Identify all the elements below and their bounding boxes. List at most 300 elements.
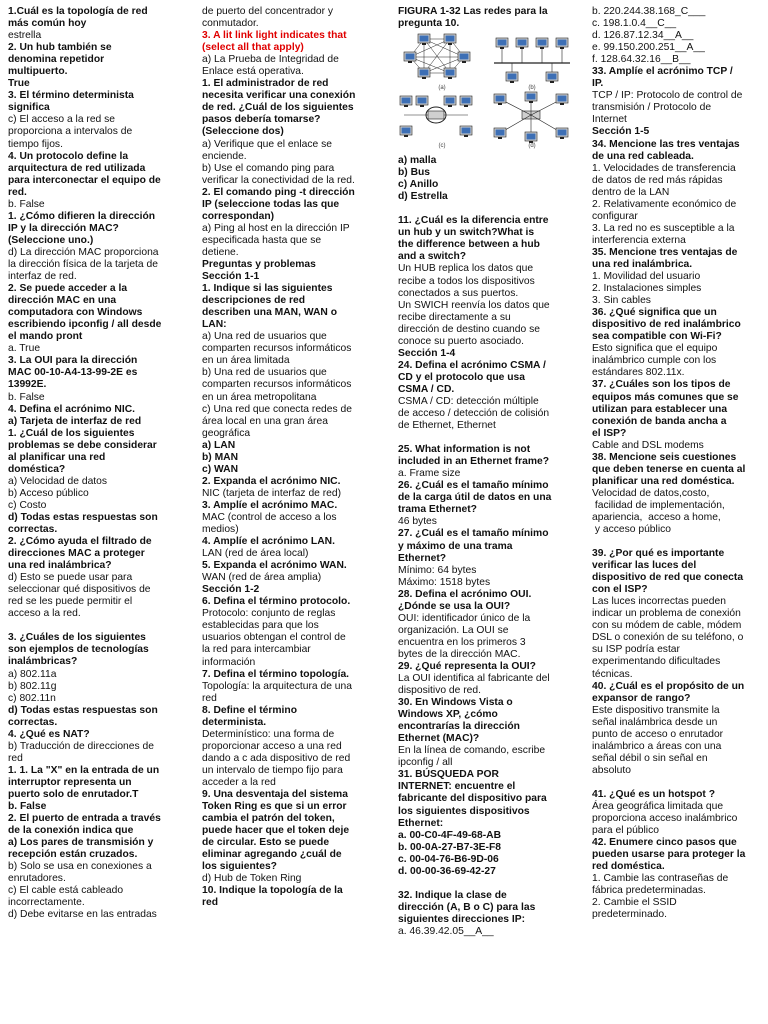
answer-line: c) Una red que conecta redes de <box>202 403 352 415</box>
monitor-stand <box>404 135 408 137</box>
question-line: Sección 1-2 <box>202 584 260 596</box>
answer-line: a) La Prueba de Integridad de <box>202 54 339 66</box>
question-line: Ethernet (MAC)? <box>398 733 480 745</box>
answer-line: inalámbrico a áreas con una <box>592 740 722 752</box>
monitor-stand <box>498 137 502 139</box>
question-line: 9. Una desventaja del sistema <box>202 789 348 801</box>
question-line: significa <box>8 102 50 114</box>
question-line: (Seleccione dos) <box>202 126 284 138</box>
monitor-stand <box>510 81 514 83</box>
monitor-stand <box>404 105 408 107</box>
computer-icon <box>496 38 508 49</box>
monitor-stand <box>448 105 452 107</box>
question-line: de la carga útil de datos en una <box>398 492 552 504</box>
question-line: d) Todas estas respuestas son <box>8 511 158 523</box>
answer-line: de datos de red más rápidas <box>592 174 723 186</box>
answer-line: LAN (red de área local) <box>202 548 309 560</box>
answer-line: recibe a todos los dispositivos <box>398 275 535 287</box>
question-line: inalámbricas? <box>8 656 78 668</box>
question-line: IP. <box>592 78 604 90</box>
answer-line: organización. La OUI se <box>398 624 509 636</box>
question-line: Ethernet? <box>398 552 447 564</box>
answer-line: enciende. <box>202 150 247 162</box>
question-line: 4. Defina el acrónimo NIC. <box>8 403 136 415</box>
answer-line: estrella <box>8 30 42 42</box>
answer-line: conoce su puerto asociado. <box>398 335 524 347</box>
question-line: 37. ¿Cuáles son los tipos de <box>592 379 731 391</box>
answer-line: recibe directamente a su <box>398 311 511 323</box>
answer-line: detiene. <box>202 246 239 258</box>
question-line: FIGURA 1-32 Las redes para la <box>398 6 548 17</box>
answer-line: Protocolo: conjunto de reglas <box>202 608 336 620</box>
question-line: utilizan para establecer una <box>592 403 728 415</box>
question-line: puerto solo de enrutador.T <box>8 789 139 800</box>
question-line: 1. 1. La "X" en la entrada de un <box>8 764 160 776</box>
question-line: 6. Defina el término protocolo. <box>202 596 351 608</box>
computer-icon <box>444 96 456 107</box>
panel-label: (c) <box>438 143 446 150</box>
question-line: un hub y un switch?What is <box>398 227 535 239</box>
question-line: 8. Define el término <box>202 704 297 716</box>
monitor-stand <box>500 47 504 49</box>
question-line: 38. Mencione seis cuestiones <box>592 451 737 463</box>
question-line: 7. Defina el término topología. <box>202 668 350 680</box>
answer-line: seleccionar qué dispositivos de <box>8 584 151 596</box>
question-line: dispositivo de red inalámbrico <box>592 319 741 331</box>
question-line: escribiendo ipconfig / all desde <box>8 319 162 331</box>
blank-line <box>592 777 762 789</box>
question-line: 2. Un hub también se <box>8 42 112 54</box>
column-2 <box>202 6 384 910</box>
question-line: b. 00-0A-27-B7-3E-F8 <box>398 841 501 853</box>
question-line: arquitectura de red utilizada <box>8 162 146 174</box>
network-diagram-b <box>488 33 576 91</box>
question-line: a) Los pares de transmisión y <box>8 837 154 849</box>
monitor-screen <box>496 130 505 136</box>
answer-line: para el público <box>592 825 659 837</box>
answer-line: dispositivo de red. <box>398 685 481 697</box>
answer-line: geográfica <box>202 427 251 439</box>
question-line: una red inalámbrica. <box>592 258 693 270</box>
answer-line: a. True <box>8 343 41 355</box>
column-3 <box>398 6 578 938</box>
answer-line: d) Esto se puede usar para <box>8 572 133 584</box>
answer-line: interferencia externa <box>592 234 686 246</box>
question-line: ¿Dónde se usa la OUI? <box>398 600 511 612</box>
question-line: doméstica? <box>8 463 66 475</box>
question-line: computadora con Windows <box>8 307 143 319</box>
question-line: LAN: <box>202 319 227 331</box>
monitor-stand <box>550 81 554 83</box>
question-line: Sección 1-1 <box>202 271 260 283</box>
answer-line: Internet <box>592 114 627 126</box>
question-line: 29. ¿Qué representa la OUI? <box>398 660 536 672</box>
question-line: 30. En Windows Vista o <box>398 697 513 709</box>
question-line: de red. ¿Cuál de los siguientes <box>202 102 354 114</box>
answer-line: b) Solo se usa en conexiones a <box>8 861 152 873</box>
question-line: una red inalámbrica? <box>8 560 112 572</box>
computer-icon <box>418 68 430 79</box>
answer-line: en un área limitada <box>202 355 290 367</box>
answer-line: Velocidad de datos,costo, <box>592 487 710 499</box>
answer-line: a. Frame size <box>398 468 461 480</box>
question-line: son ejemplos de tecnologías <box>8 644 149 656</box>
question-line: 40. ¿Cuál es el propósito de un <box>592 680 745 692</box>
question-line: a) Tarjeta de interfaz de red <box>8 415 142 427</box>
question-line: 33. Amplíe el acrónimo TCP / <box>592 66 733 78</box>
monitor-screen <box>518 40 527 46</box>
monitor-screen <box>406 54 415 60</box>
question-line: 1.Cuál es la topología de red <box>8 6 148 17</box>
question-line: multipuerto. <box>8 66 68 78</box>
answer-line: acceder a la red <box>202 777 276 788</box>
monitor-stand <box>520 47 524 49</box>
question-line: 1. Indique si las siguientes <box>202 283 333 295</box>
computer-icon <box>460 126 472 137</box>
answer-line: Máximo: 1518 bytes <box>398 576 491 588</box>
monitor-screen <box>498 40 507 46</box>
answer-line: MAC (control de acceso a los <box>202 511 337 523</box>
question-line: red <box>202 897 219 909</box>
blank-line <box>398 203 578 215</box>
network-diagram-d <box>488 91 576 149</box>
monitor-screen <box>558 96 567 102</box>
column-4 <box>592 6 762 921</box>
question-line: MAC 00-10-A4-13-99-2E es <box>8 367 138 379</box>
question-line: correctas. <box>8 716 58 728</box>
question-line: al planificar una red <box>8 451 106 463</box>
answer-line: Topología: la arquitectura de una <box>202 680 352 692</box>
question-line: a) LAN <box>202 439 236 451</box>
question-line: 31. BÚSQUEDA POR <box>398 769 499 781</box>
answer-line: red <box>8 752 23 764</box>
question-line: 2. El comando ping -t dirección <box>202 186 355 198</box>
question-line: red doméstica. <box>592 861 665 873</box>
computer-icon <box>444 34 456 45</box>
question-line: correctas. <box>8 524 58 536</box>
answer-line: CSMA / CD: detección múltiple <box>398 395 539 407</box>
answer-line: 2. Relativamente económico de <box>592 198 737 210</box>
question-line: 4. Amplíe el acrónimo LAN. <box>202 536 335 548</box>
blank-line <box>398 878 578 890</box>
question-line: determinista. <box>202 716 267 728</box>
question-line: puede hacer que el token deje <box>202 825 350 837</box>
answer-line: 2. Cambie el SSID <box>592 897 677 909</box>
answer-line: a) 802.11a <box>8 668 57 680</box>
answer-line: a) Verifique que el enlace se <box>202 138 332 150</box>
question-line: IP y la dirección MAC? <box>8 222 119 234</box>
answer-line: comparten recursos informáticos <box>202 343 352 355</box>
answer-line: indicar un problema de conexión <box>592 608 741 620</box>
monitor-stand <box>540 47 544 49</box>
answer-line: c) El acceso a la red se <box>8 114 116 126</box>
computer-icon <box>458 52 470 63</box>
question-line: a) malla <box>398 155 437 167</box>
answer-line: a) Ping al host en la dirección IP <box>202 222 350 234</box>
question-line: 3. La OUI para la dirección <box>8 355 138 367</box>
monitor-screen <box>558 130 567 136</box>
question-line: red. <box>8 186 27 198</box>
answer-line: técnicas. <box>592 668 633 680</box>
computer-icon <box>556 38 568 49</box>
monitor-stand <box>560 137 564 139</box>
monitor-screen <box>446 36 455 42</box>
question-line: cambia el patrón del token, <box>202 813 335 825</box>
question-line: CSMA / CD. <box>398 383 455 395</box>
computer-icon <box>536 38 548 49</box>
question-line: el mando pront <box>8 331 83 343</box>
computer-icon <box>444 68 456 79</box>
answer-line: medios) <box>202 524 239 536</box>
answer-line: proporciona a intervalos de <box>8 126 133 138</box>
monitor-stand <box>464 135 468 137</box>
question-line: and a switch? <box>398 251 467 263</box>
monitor-screen <box>462 98 471 104</box>
question-line: True <box>8 78 30 90</box>
answer-line: interfaz de red. <box>8 271 77 283</box>
question-line: d. 00-00-36-69-42-27 <box>398 865 496 877</box>
computer-icon <box>546 72 558 83</box>
answer-line: la red para intercambiar <box>202 644 311 656</box>
answer-line: c) Costo <box>8 499 47 511</box>
question-line: Ethernet: <box>398 817 444 829</box>
answer-line: d) Hub de Token Ring <box>202 873 302 885</box>
question-line: 28. Defina el acrónimo OUI. <box>398 588 532 600</box>
answer-line: 1. Velocidades de transferencia <box>592 162 736 174</box>
question-line: c) WAN <box>202 463 239 475</box>
question-line: verificar las luces del <box>592 560 697 572</box>
answer-line: WAN (red de área amplia) <box>202 572 322 584</box>
answer-line: d. 126.87.12.34__A__ <box>592 30 694 42</box>
answer-line: Enlace está operativa. <box>202 66 304 78</box>
question-line: 39. ¿Por qué es importante <box>592 548 725 560</box>
monitor-screen <box>558 40 567 46</box>
question-line: encontrarías la dirección <box>398 721 520 733</box>
answer-line: área local en una gran área <box>202 415 328 427</box>
answer-line: absoluto <box>592 764 631 776</box>
monitor-stand <box>560 103 564 105</box>
question-line: Preguntas y problemas <box>202 258 316 270</box>
question-line: d) Todas estas respuestas son <box>8 704 158 716</box>
question-line: 2. Se puede acceder a la <box>8 283 128 295</box>
answer-line: 3. La red no es susceptible a la <box>592 222 735 234</box>
answer-line: apariencia, acceso a home, <box>592 511 721 523</box>
question-line: planificar una red doméstica. <box>592 475 735 487</box>
column-1 <box>8 6 186 922</box>
question-line: 13992E. <box>8 379 47 391</box>
answer-line: OUI: identificador único de la <box>398 612 531 624</box>
question-line: más común hoy <box>8 18 87 30</box>
answer-line: inalámbrico cumple con los <box>592 355 717 367</box>
question-line: 36. ¿Qué significa que un <box>592 307 717 319</box>
computer-icon <box>416 96 428 107</box>
monitor-stand <box>422 77 426 79</box>
answer-line: d) Debe evitarse en las entradas <box>8 909 157 921</box>
monitor-stand <box>422 43 426 45</box>
answer-line: c) 802.11n <box>8 692 56 704</box>
answer-line: NIC (tarjeta de interfaz de red) <box>202 487 342 499</box>
answer-line: Mínimo: 64 bytes <box>398 564 477 576</box>
question-line: direcciones MAC a proteger <box>8 548 145 560</box>
question-line: (select all that apply) <box>202 42 304 54</box>
question-line: a. 00-C0-4F-49-68-AB <box>398 829 502 841</box>
question-line: 2. ¿Cómo ayuda el filtrado de <box>8 536 152 548</box>
panel-label: (a) <box>438 85 446 92</box>
answer-line: red se les puede permitir el <box>8 596 133 608</box>
question-line: 1. El administrador de red <box>202 78 329 90</box>
question-line: 42. Enumere cinco pasos que <box>592 837 737 849</box>
answer-line: dando a c ada dispositivo de red <box>202 752 351 764</box>
answer-line: 1. Cambie las contraseñas de <box>592 873 729 885</box>
question-line: para interconectar el equipo de <box>8 174 161 186</box>
question-line: Windows XP, ¿cómo <box>398 709 498 721</box>
answer-line: b. False <box>8 391 45 403</box>
question-line: INTERNET: encuentre el <box>398 781 516 793</box>
question-line: dispositivo de red que conecta <box>592 572 744 584</box>
answer-line: enrutadores. <box>8 873 66 885</box>
answer-line: establecidas para que los <box>202 620 319 632</box>
computer-icon <box>418 34 430 45</box>
monitor-screen <box>418 98 427 104</box>
answer-line: b) 802.11g <box>8 680 57 692</box>
answer-line: predeterminado. <box>592 909 667 921</box>
monitor-screen <box>496 96 505 102</box>
answer-line: d) La dirección MAC proporciona <box>8 246 159 258</box>
monitor-screen <box>446 70 455 76</box>
answer-line: c. 198.1.0.4__C__ <box>592 18 677 30</box>
question-line: 4. Un protocolo define la <box>8 150 129 162</box>
monitor-stand <box>448 43 452 45</box>
network-diagram-a <box>398 33 486 91</box>
question-line: expansor de rango? <box>592 692 691 704</box>
answer-line: b) Traducción de direcciones de <box>8 740 154 752</box>
answer-line: y acceso público <box>592 524 671 536</box>
question-line: 25. What information is not <box>398 444 531 456</box>
answer-line: 1. Movilidad del usuario <box>592 271 701 283</box>
answer-line: 2. Instalaciones simples <box>592 283 702 295</box>
question-line: included in an Ethernet frame? <box>398 456 550 468</box>
question-line: descripciones de red <box>202 295 306 307</box>
question-line: 3. El término determinista <box>8 90 134 102</box>
computer-icon <box>404 52 416 63</box>
answer-line: f. 128.64.32.16__B__ <box>592 54 691 66</box>
computer-icon <box>525 92 537 103</box>
blank-line <box>398 432 578 444</box>
question-line: 35. Mencione tres ventajas de <box>592 246 738 258</box>
answer-line: e. 99.150.200.251__A__ <box>592 42 705 54</box>
answer-line: fábrica predeterminadas. <box>592 885 706 897</box>
computer-icon <box>516 38 528 49</box>
question-line: denomina repetidor <box>8 54 105 66</box>
question-line: IP (seleccione todas las que <box>202 198 340 210</box>
answer-line: ipconfig / all <box>398 757 453 769</box>
answer-line: Este dispositivo transmite la <box>592 704 720 716</box>
blank-line <box>8 620 186 632</box>
answer-line: en un área metropolitana <box>202 391 317 403</box>
monitor-screen <box>508 74 517 80</box>
answer-line: Las luces incorrectas pueden <box>592 596 726 608</box>
question-line: c) Anillo <box>398 179 439 191</box>
computer-icon <box>506 72 518 83</box>
question-line: b) Bus <box>398 167 431 179</box>
monitor-screen <box>527 134 536 140</box>
answer-line: la dirección física de la tarjeta de <box>8 258 158 270</box>
question-line: 1. ¿Cuál de los siguientes <box>8 427 135 439</box>
monitor-stand <box>448 77 452 79</box>
question-line: dirección MAC en una <box>8 295 117 307</box>
monitor-screen <box>527 94 536 100</box>
answer-line: señal inalámbrica desde un <box>592 716 718 728</box>
question-line: con el ISP? <box>592 584 648 596</box>
question-line: b. False <box>8 801 47 813</box>
answer-line: Esto significa que el equipo <box>592 343 718 355</box>
question-line: c. 00-04-76-B6-9D-06 <box>398 853 499 865</box>
answer-line: encuentra en los primeros 3 <box>398 636 526 648</box>
answer-line: conmutador. <box>202 18 259 30</box>
question-line: 3. A lit link light indicates that <box>202 30 347 42</box>
answer-line: con su módem de cable, módem <box>592 620 742 632</box>
monitor-screen <box>538 40 547 46</box>
computer-icon <box>556 94 568 105</box>
monitor-screen <box>460 54 469 60</box>
question-line: the difference between a hub <box>398 239 540 251</box>
question-line: Token Ring es que si un error <box>202 801 347 813</box>
question-line: pueden usarse para proteger la <box>592 849 746 861</box>
answer-line: b) Una red de usuarios que <box>202 367 327 379</box>
answer-line: Un HUB replica los datos que <box>398 263 534 275</box>
question-line: conexión de banda ancha a <box>592 415 727 427</box>
answer-line: La OUI identifica al fabricante del <box>398 673 550 685</box>
question-line: (Seleccione uno.) <box>8 234 94 246</box>
question-line: 2. El puerto de entrada a través <box>8 813 161 825</box>
question-line: recepción están cruzados. <box>8 849 138 861</box>
question-line: los siguientes dispositivos <box>398 805 530 817</box>
question-line: de una red cableada. <box>592 150 694 162</box>
ring-hub-icon <box>428 111 444 119</box>
question-line: necesita verificar una conexión <box>202 90 356 102</box>
answer-line: experimentando dificultades <box>592 656 721 668</box>
question-line: 10. Indique la topología de la <box>202 885 343 897</box>
question-line: equipos más comunes que se <box>592 391 739 403</box>
answer-line: señal débil o sin señal en <box>592 752 708 764</box>
answer-line: c) El cable está cableado <box>8 885 124 897</box>
monitor-screen <box>462 128 471 134</box>
answer-line: En la línea de comando, escribe <box>398 745 546 757</box>
question-line: 5. Expanda el acrónimo WAN. <box>202 560 347 572</box>
computer-icon <box>400 126 412 137</box>
question-line: CD y el protocolo que usa <box>398 371 526 383</box>
answer-line: facilidad de implementación, <box>592 499 725 511</box>
answer-line: dirección de destino cuando se <box>398 323 540 335</box>
question-line: dirección (A, B o C) para las <box>398 901 536 913</box>
answer-line: Un SWICH reenvía los datos que <box>398 299 550 311</box>
answer-line: configurar <box>592 210 638 222</box>
question-line: 11. ¿Cuál es la diferencia entre <box>398 215 549 227</box>
answer-line: su ISP podría estar <box>592 644 680 656</box>
answer-line: especificada hasta que se <box>202 234 322 246</box>
answer-line: de puerto del concentrador y <box>202 6 334 17</box>
question-line: sea compatible con Wi-Fi? <box>592 331 722 343</box>
answer-line: a) Una red de usuarios que <box>202 331 327 343</box>
monitor-screen <box>420 70 429 76</box>
panel-label: (b) <box>528 85 536 92</box>
question-line: siguientes direcciones IP: <box>398 913 526 925</box>
question-line: de circular. Esto se puede <box>202 837 330 849</box>
answer-line: información <box>202 656 256 668</box>
answer-line: Determinístico: una forma de <box>202 728 335 740</box>
answer-line: Área geográfica limitada que <box>592 801 724 812</box>
question-line: de la conexión indica que <box>8 825 134 837</box>
